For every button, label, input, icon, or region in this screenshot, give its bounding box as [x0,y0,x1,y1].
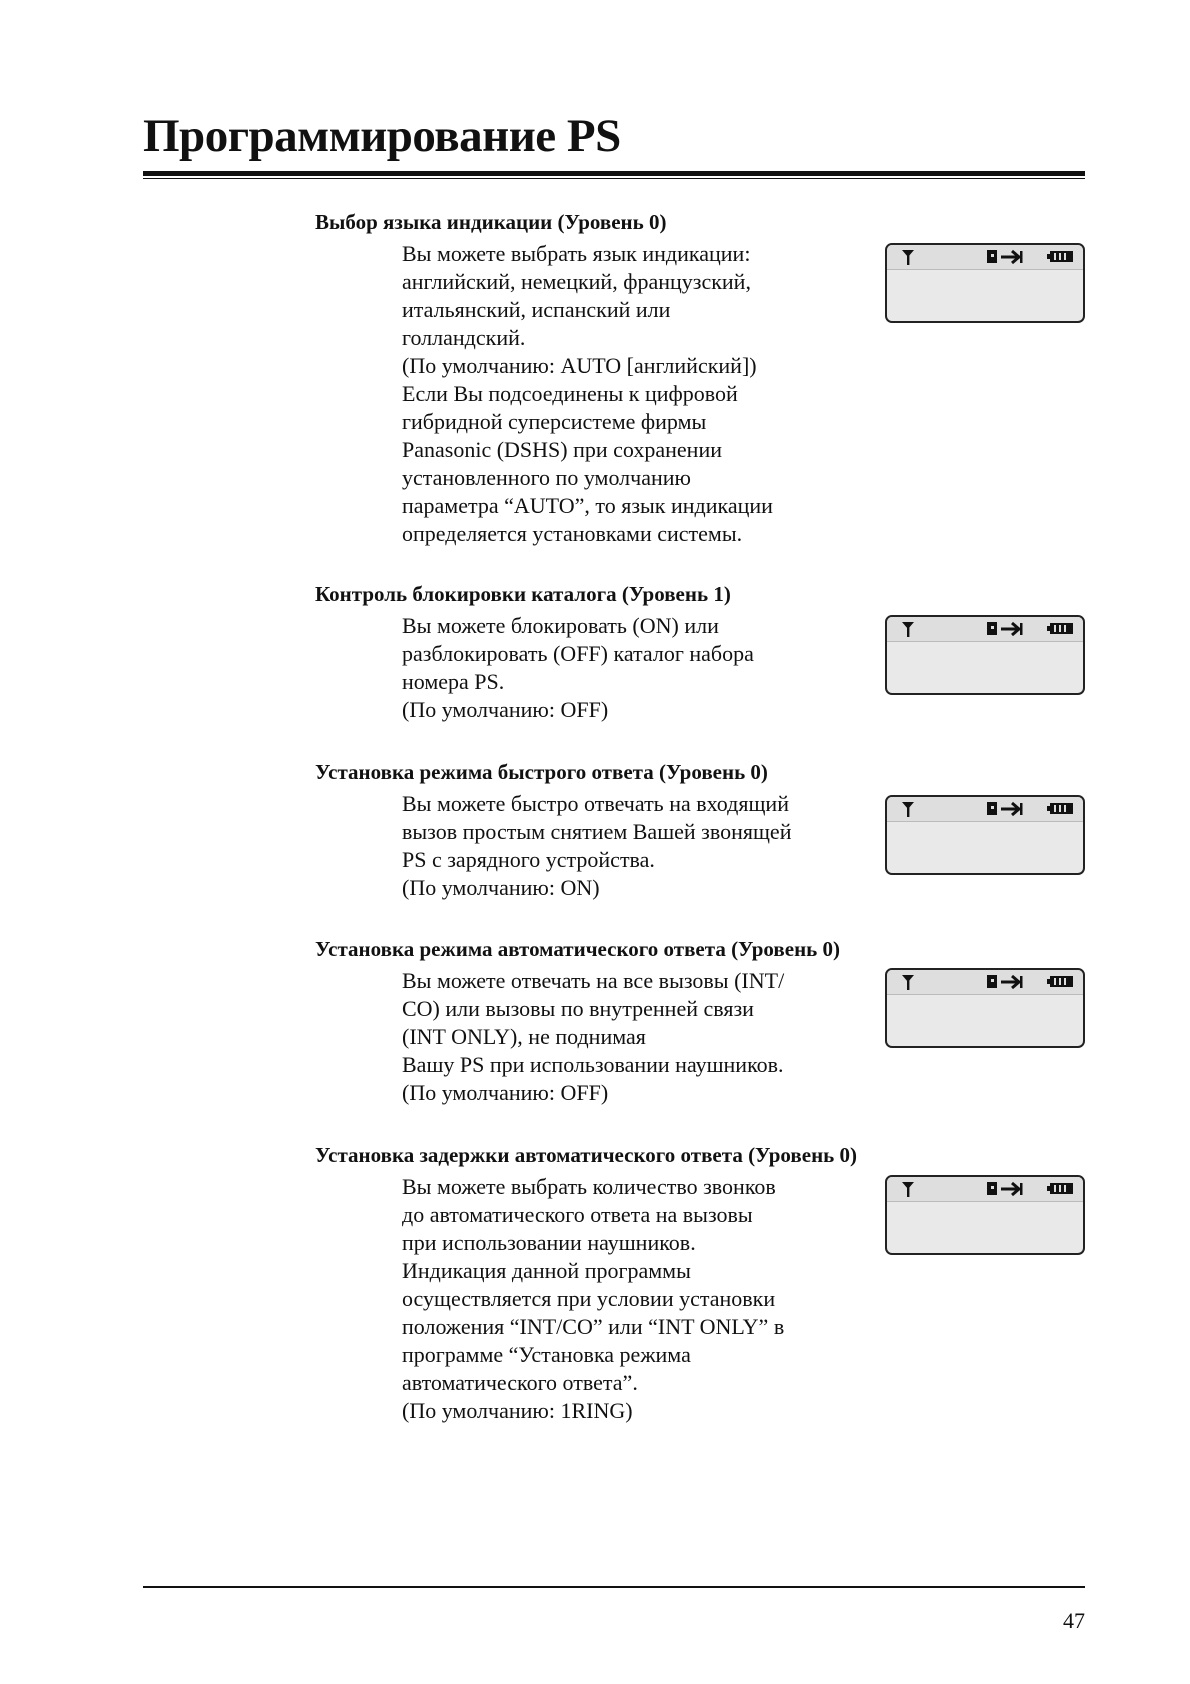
body-line: вызов простым снятием Вашей звонящей [402,819,792,844]
lcd-status-bar [887,245,1083,270]
body-line: при использовании наушников. [402,1230,696,1255]
pin-icon [987,975,997,988]
section-heading: Установка режима быстрого ответа (Уровень 0) [315,760,768,784]
section-body [402,612,857,724]
body-line: Вы можете отвечать на все вызовы (INT/ [402,968,785,993]
body-line: (INT ONLY), не поднимая [402,1024,646,1049]
body-line: автоматического ответа”. [402,1370,638,1395]
section-body [402,790,857,902]
section-heading: Контроль блокировки каталога (Уровень 1) [315,582,731,606]
section-heading: Установка задержки автоматического ответа (Уровень 0) [315,1143,858,1167]
pin-icon [987,250,997,263]
pin-icon [987,802,997,815]
antenna-icon [901,1181,915,1197]
battery-icon [1047,1183,1073,1194]
body-line: (По умолчанию: 1RING) [402,1398,633,1423]
battery-icon [1047,803,1073,814]
body-line: Вы можете выбрать количество звонков [402,1174,776,1199]
body-line: определяется установками системы. [402,521,743,546]
arrow-icon [1000,621,1024,637]
antenna-icon [901,974,915,990]
title-rule [143,171,1085,179]
arrow-icon [1000,1181,1024,1197]
footer-rule [143,1586,1085,1588]
arrow-icon [1000,249,1024,265]
body-line: до автоматического ответа на вызовы [402,1202,753,1227]
body-line: (По умолчанию: OFF) [402,697,609,722]
page-number: 47 [1063,1608,1085,1633]
body-line: положения “INT/CO” или “INT ONLY” в [402,1314,785,1339]
antenna-icon [901,249,915,265]
lcd-status-bar [887,797,1083,822]
body-line: Вы можете блокировать (ON) или [402,613,719,638]
body-line: PS с зарядного устройства. [402,847,655,872]
body-line: голландский. [402,325,526,350]
battery-icon [1047,251,1073,262]
body-line: Вашу PS при использовании наушников. [402,1052,784,1077]
body-line: Panasonic (DSHS) при сохранении [402,437,722,462]
body-line: Вы можете выбрать язык индикации: [402,241,751,266]
body-line: (По умолчанию: ON) [402,875,600,900]
pin-icon [987,622,997,635]
body-line: разблокировать (OFF) каталог набора [402,641,754,666]
body-line: гибридной суперсистеме фирмы [402,409,707,434]
antenna-icon [901,801,915,817]
section-body [402,967,857,1107]
body-line: параметра “AUTO”, то язык индикации [402,493,773,518]
pin-icon [987,1182,997,1195]
lcd-display [885,243,1085,323]
lcd-status-bar [887,970,1083,995]
body-line: английский, немецкий, французский, [402,269,751,294]
body-line: осуществляется при условии установки [402,1286,776,1311]
lcd-status-bar [887,617,1083,642]
section-heading: Установка режима автоматического ответа (Уровень 0) [315,937,841,961]
lcd-display [885,1175,1085,1255]
body-line: номера PS. [402,669,505,694]
body-line: CO) или вызовы по внутренней связи [402,996,754,1021]
body-line: (По умолчанию: OFF) [402,1080,609,1105]
body-line: (По умолчанию: AUTO [английский]) [402,353,757,378]
body-line: Вы можете быстро отвечать на входящий [402,791,789,816]
body-line: Индикация данной программы [402,1258,691,1283]
battery-icon [1047,976,1073,987]
body-line: программе “Установка режима [402,1342,691,1367]
arrow-icon [1000,974,1024,990]
body-line: установленного по умолчанию [402,465,691,490]
lcd-display [885,968,1085,1048]
section-body [402,1173,857,1425]
section-heading: Выбор языка индикации (Уровень 0) [315,210,667,234]
lcd-display [885,615,1085,695]
battery-icon [1047,623,1073,634]
page-title: Программирование PS [143,110,621,162]
lcd-status-bar [887,1177,1083,1202]
section-body [402,240,857,548]
antenna-icon [901,621,915,637]
arrow-icon [1000,801,1024,817]
body-line: итальянский, испанский или [402,297,671,322]
body-line: Если Вы подсоединены к цифровой [402,381,738,406]
lcd-display [885,795,1085,875]
